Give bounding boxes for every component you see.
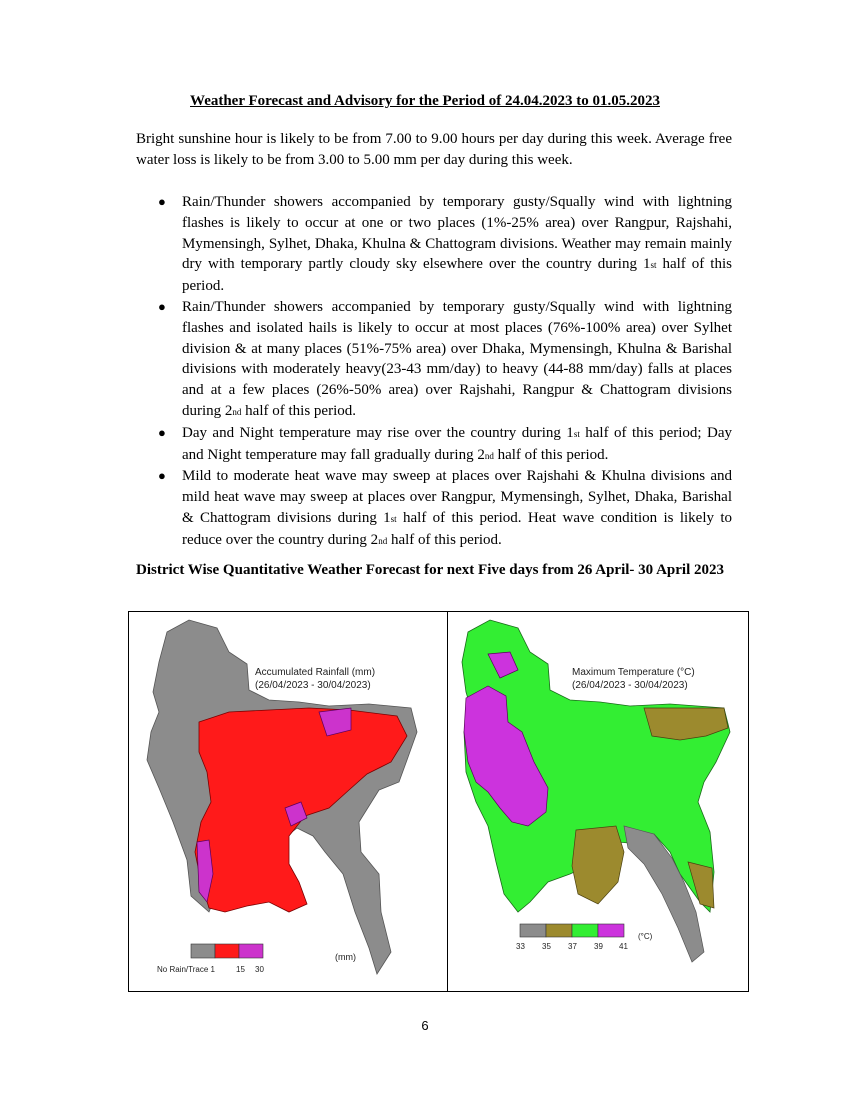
intro-paragraph: Bright sunshine hour is likely to be from 7.00 to 9.00 hours per day during this week. Average free water loss is likely to be from 3.00 to 5.00 mm per day during this week. <box>136 131 732 168</box>
legend-swatch-no-rain <box>191 944 215 958</box>
temperature-olive-region <box>572 826 624 904</box>
rainfall-map-panel <box>129 612 447 991</box>
advisory-item: ● Day and Night temperature may rise over the country during 1st half of this period; Day and Night temperature may fall gradually during 2nd half of this period. <box>158 424 733 463</box>
section-heading: District Wise Quantitative Weather Forecast for next Five days from 26 April- 30 April 2023 <box>136 562 724 578</box>
temperature-map <box>448 612 748 991</box>
advisory-item: ● Mild to moderate heat wave may sweep at places over Rajshahi & Khulna divisions and mild heat wave may sweep at places over Rangpur, Mymensingh, Sylhet, Dhaka, Barishal & Chattogram divisions during 1st half of this period. Heat wave condition is likely to reduce over the country during 2nd half of this period. <box>158 468 733 548</box>
bullet-icon: ● <box>158 424 166 440</box>
temperature-unit: (°C) <box>638 932 653 941</box>
forecast-maps <box>128 611 749 992</box>
document-title: Weather Forecast and Advisory for the Period of 24.04.2023 to 01.05.2023 <box>190 93 660 109</box>
bullet-icon: ● <box>158 468 166 484</box>
page-number: 6 <box>421 1018 429 1033</box>
legend-swatch-33-35 <box>520 924 546 937</box>
legend-swatch-30 <box>239 944 263 958</box>
legend-label: 41 <box>619 942 628 951</box>
legend-label: No Rain/Trace 1 <box>157 965 215 974</box>
rainfall-map-title: Accumulated Rainfall (mm) <box>255 667 376 678</box>
rainfall-unit: (mm) <box>335 952 356 962</box>
advisory-list <box>136 192 732 552</box>
legend-label: 30 <box>255 965 264 974</box>
legend-swatch-39-41 <box>598 924 624 937</box>
bullet-icon: ● <box>158 194 166 209</box>
legend-swatch-37-39 <box>572 924 598 937</box>
legend-label: 37 <box>568 942 577 951</box>
legend-swatch-35-37 <box>546 924 572 937</box>
bullet-icon: ● <box>158 298 166 314</box>
legend-label: 33 <box>516 942 525 951</box>
temperature-map-panel <box>448 612 748 991</box>
legend-label: 15 <box>236 965 245 974</box>
temperature-map-title: Maximum Temperature (°C) <box>572 667 695 678</box>
legend-label: 39 <box>594 942 603 951</box>
legend-label: 35 <box>542 942 551 951</box>
advisory-item: ● Rain/Thunder showers accompanied by temporary gusty/Squally wind with lightning flashes and isolated hails is likely to occur at most places (76%-100% area) over Sylhet division & at many places (51%-75% area) over Dhaka, Mymensingh, Khulna & Barishal divisions with moderately heavy(23-43 mm/day) to heavy (44-88 mm/day) falls at places and at a few places (26%-50% area) over Rajshahi, Rangpur & Chattogram divisions during 2nd half of this period. <box>158 298 732 419</box>
rainfall-map <box>129 612 447 991</box>
temperature-map-dates: (26/04/2023 - 30/04/2023) <box>572 680 688 691</box>
rainfall-map-dates: (26/04/2023 - 30/04/2023) <box>255 680 371 691</box>
legend-swatch-15 <box>215 944 239 958</box>
advisory-item: ● Rain/Thunder showers accompanied by temporary gusty/Squally wind with lightning flashes is likely to occur at one or two places (1%-25% area) over Rangpur, Rajshahi, Mymensingh, Sylhet, Dhaka, Khulna & Chattogram divisions. Weather may remain mainly dry with temporary partly cloudy sky elsewhere over the country during 1st half of this period. <box>158 194 732 295</box>
